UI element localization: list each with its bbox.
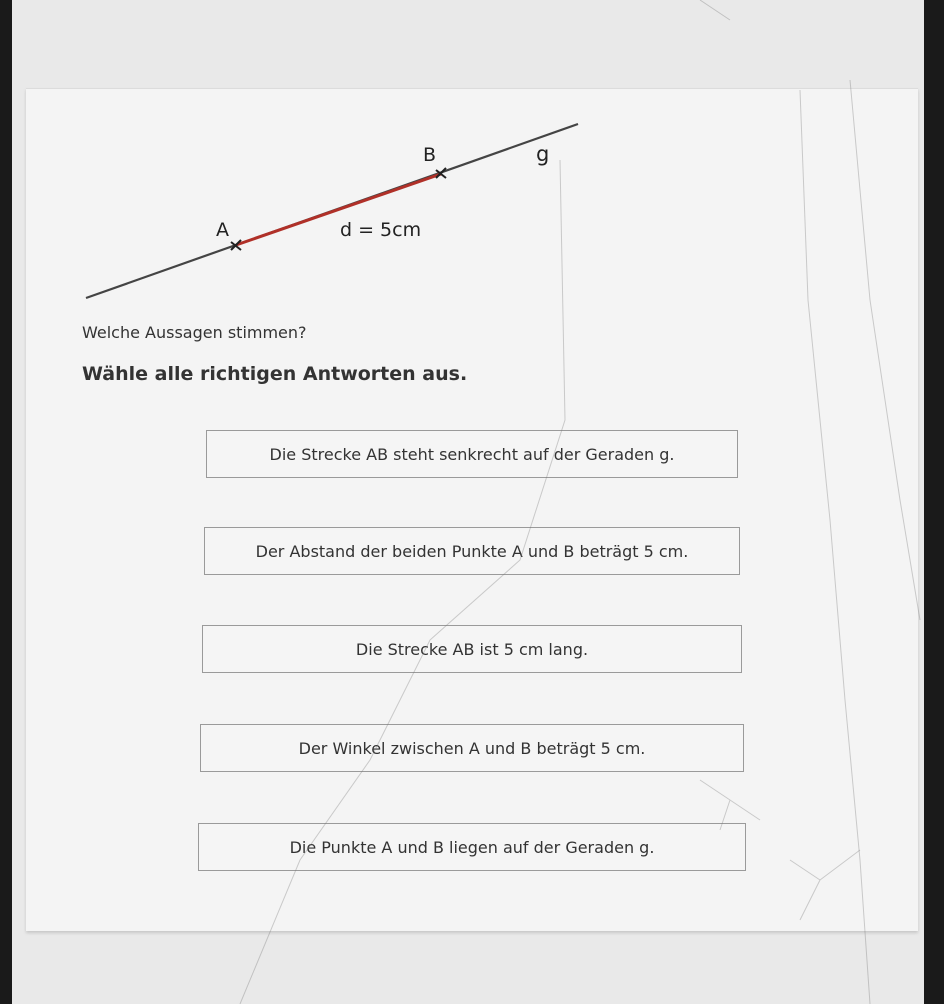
option-3-button[interactable]: Die Strecke AB ist 5 cm lang. (202, 625, 742, 673)
line-g-label: g (536, 142, 550, 166)
screen (12, 0, 924, 1004)
point-b-label: B (423, 144, 437, 166)
option-5-button[interactable]: Die Punkte A und B liegen auf der Geraden g. (198, 823, 746, 871)
geometry-figure (26, 89, 918, 319)
option-1-button[interactable]: Die Strecke AB steht senkrecht auf der Geraden g. (206, 430, 738, 478)
question-text: Welche Aussagen stimmen? (82, 323, 307, 342)
option-2-button[interactable]: Der Abstand der beiden Punkte A und B beträgt 5 cm. (204, 527, 740, 575)
option-4-button[interactable]: Der Winkel zwischen A und B beträgt 5 cm. (200, 724, 744, 772)
point-a-label: A (216, 219, 229, 241)
distance-label: d = 5cm (340, 219, 422, 241)
instruction-text: Wähle alle richtigen Antworten aus. (82, 363, 468, 385)
exercise-card (26, 88, 918, 931)
